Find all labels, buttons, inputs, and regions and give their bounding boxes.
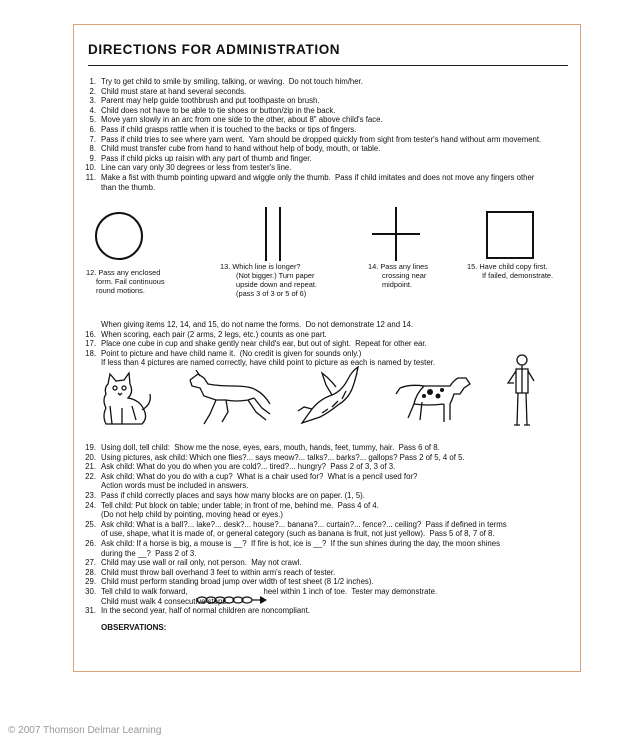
- item-number: 10.: [85, 163, 96, 173]
- item-text: Ask child: What is a ball?... lake?... desk?... house?... banana?... curtain?... fence?... ceiling? Pass if defined in terms: [101, 519, 507, 529]
- item-text: Child must walk 4 consecutive steps.: [101, 596, 229, 606]
- item-number: 25.: [85, 519, 96, 529]
- item-text: Point to picture and have child name it. (No credit is given for sounds only.): [101, 348, 362, 358]
- direction-item: [82, 501, 572, 511]
- direction-item: [82, 453, 572, 463]
- item-number: 19.: [85, 443, 96, 452]
- item-text: Child does not have to be able to tie shoes or button/zip in the back.: [101, 105, 336, 115]
- direction-item: [82, 144, 572, 154]
- document-sheet: [73, 24, 581, 672]
- item-number: 7.: [89, 134, 96, 144]
- direction-item: [82, 491, 572, 501]
- item-number: 28.: [85, 567, 96, 577]
- item-text: Tell child: Put block on table; under table; in front of me, behind me. Pass 4 of 4.: [101, 500, 379, 510]
- item-text: Child may use wall or rail only, not person. May not crawl.: [101, 558, 302, 568]
- item-text: during the __? Pass 2 of 3.: [101, 548, 197, 558]
- caption-12: 12. Pass any enclosed form. Fail continuous round motions.: [86, 268, 165, 295]
- direction-item: [82, 135, 572, 145]
- caption-13: 13. Which line is longer? (Not bigger.) Turn paper upside down and repeat. (pass 3 of 3 or 5 of 6): [220, 262, 317, 298]
- item-number: 17.: [85, 339, 96, 349]
- item-number: [82, 549, 96, 559]
- item-number: 26.: [85, 538, 96, 548]
- direction-item: [82, 154, 572, 164]
- item-number: [82, 481, 96, 491]
- direction-item: [82, 77, 572, 87]
- cross-figure: [370, 205, 422, 263]
- caption-14: 14. Pass any lines crossing near midpoint.: [368, 262, 428, 289]
- direction-item: [82, 606, 572, 616]
- direction-item: [82, 125, 572, 135]
- item-text: Child must perform standing broad jump over width of test sheet (8 1/2 inches).: [101, 577, 374, 587]
- direction-item: [82, 577, 572, 587]
- item-text: Using doll, tell child: Show me the nose, eyes, ears, mouth, hands, feet, tummy, hair. Pass 6 of 8.: [101, 443, 440, 452]
- directions-list-1: [82, 77, 572, 192]
- item-number: 24.: [85, 500, 96, 510]
- dog-drawing-icon: [394, 370, 474, 428]
- item-number: 6.: [89, 124, 96, 134]
- direction-item: [82, 568, 572, 578]
- observations-label: OBSERVATIONS:: [101, 623, 167, 632]
- item-text: (Do not help child by pointing, moving head or eyes.): [101, 510, 284, 520]
- item-number: 8.: [89, 144, 96, 154]
- direction-item: [82, 481, 572, 491]
- item-text: Ask child: What do you do when you are cold?... tired?... hungry? Pass 2 of 3, 3 of 3.: [101, 462, 396, 472]
- heel-toe-chain-icon: [196, 595, 268, 605]
- item-number: 2.: [89, 86, 96, 96]
- item-text: than the thumb.: [101, 182, 156, 192]
- item-text: Pass if child grasps rattle when it is touched to the backs or tips of fingers.: [101, 124, 357, 134]
- directions-list-2: [82, 320, 572, 368]
- item-number: 22.: [85, 471, 96, 481]
- caption-15: 15. Have child copy first. If failed, demonstrate.: [467, 262, 554, 280]
- item-number: [82, 183, 96, 193]
- direction-item: [82, 520, 572, 530]
- item-text: Pass if child picks up raisin with any part of thumb and finger.: [101, 153, 312, 163]
- item-number: [82, 320, 96, 330]
- item-text: Make a fist with thumb pointing upward and wiggle only the thumb. Pass if child imitates and does not move any fingers other: [101, 172, 535, 182]
- item-number: [82, 510, 96, 520]
- direction-item: [82, 106, 572, 116]
- item-number: [82, 358, 96, 368]
- item-number: [82, 597, 96, 607]
- square-figure: [484, 209, 536, 261]
- item-number: 18.: [85, 348, 96, 358]
- direction-item: [82, 320, 572, 330]
- direction-item: [82, 163, 572, 173]
- direction-item: [82, 462, 572, 472]
- item-number: 4.: [89, 105, 96, 115]
- direction-item: [82, 173, 572, 183]
- circle-figure: [94, 210, 144, 262]
- item-text: Try to get child to smile by smiling, talking, or waving. Do not touch him/her.: [101, 77, 363, 86]
- item-text: Tell child to walk forward, heel within 1 inch of toe. Tester may demonstrate.: [101, 586, 438, 596]
- item-text: Using pictures, ask child: Which one flies?... says meow?... talks?... barks?... gallops? Pass 2 of 5, 4 of 5.: [101, 452, 465, 462]
- direction-item: [82, 339, 572, 349]
- item-number: 21.: [85, 462, 96, 472]
- two-lines-figure: [254, 203, 294, 265]
- direction-item: [82, 472, 572, 482]
- page-title: DIRECTIONS FOR ADMINISTRATION: [88, 42, 341, 57]
- item-text: In the second year, half of normal children are noncompliant.: [101, 606, 310, 616]
- item-number: 5.: [89, 115, 96, 125]
- direction-item: [82, 587, 572, 597]
- direction-item: [82, 96, 572, 106]
- item-number: 30.: [85, 586, 96, 596]
- item-text: Ask child: If a horse is big, a mouse is __? If fire is hot, ice is __? If the sun shines during the day, the moon shines: [101, 538, 501, 548]
- direction-item: [82, 558, 572, 568]
- direction-item: [82, 115, 572, 125]
- direction-item: [82, 529, 572, 539]
- item-text: When giving items 12, 14, and 15, do not name the forms. Do not demonstrate 12 and 14.: [101, 320, 414, 329]
- bird-drawing-icon: [292, 365, 362, 429]
- item-number: 1.: [89, 77, 96, 86]
- item-text: Pass if child correctly places and says how many blocks are on paper. (1, 5).: [101, 490, 365, 500]
- item-number: 16.: [85, 329, 96, 339]
- title-rule: [88, 65, 568, 66]
- item-text: Pass if child tries to see where yarn went. Yarn should be dropped quickly from sight from tester's hand without arm movement.: [101, 134, 542, 144]
- direction-item: [82, 183, 572, 193]
- item-number: [82, 529, 96, 539]
- item-text: Child must transfer cube from hand to hand without help of body, mouth, or table.: [101, 144, 381, 154]
- item-text: Parent may help guide toothbrush and put toothpaste on brush.: [101, 96, 320, 106]
- item-number: 3.: [89, 96, 96, 106]
- direction-item: [82, 330, 572, 340]
- item-number: 27.: [85, 558, 96, 568]
- directions-list-3: [82, 443, 572, 616]
- direction-item: [82, 549, 572, 559]
- item-text: If less than 4 pictures are named correctly, have child point to picture as each is named by tester.: [101, 358, 435, 368]
- direction-item: [82, 597, 572, 607]
- copyright-text: © 2007 Thomson Delmar Learning: [8, 725, 162, 736]
- item-text: of use, shape, what it is made of, or general category (such as banana is fruit, not just yellow). Pass 5 of 8, 7 of 8.: [101, 529, 495, 539]
- item-number: 23.: [85, 490, 96, 500]
- item-text: Line can vary only 30 degrees or less from tester's line.: [101, 163, 292, 173]
- direction-item: [82, 539, 572, 549]
- item-text: Child must stare at hand several seconds.: [101, 86, 247, 96]
- item-number: 9.: [89, 153, 96, 163]
- direction-item: [82, 349, 572, 359]
- item-text: Place one cube in cup and shake gently near child's ear, but out of sight. Repeat for other ear.: [101, 339, 427, 349]
- direction-item: [82, 87, 572, 97]
- item-text: Ask child: What do you do with a cup? What is a chair used for? What is a pencil used for?: [101, 471, 418, 481]
- horse-drawing-icon: [182, 370, 276, 428]
- man-drawing-icon: [504, 353, 538, 429]
- item-number: 31.: [85, 606, 96, 616]
- item-text: Move yarn slowly in an arc from one side to the other, about 8" above child's face.: [101, 115, 383, 125]
- item-number: 11.: [85, 172, 96, 182]
- item-text: Child must throw ball overhand 3 feet to within arm's reach of tester.: [101, 567, 336, 577]
- direction-item: [82, 443, 572, 453]
- item-text: When scoring, each pair (2 arms, 2 legs, etc.) counts as one part.: [101, 329, 327, 339]
- item-number: 29.: [85, 577, 96, 587]
- cat-drawing-icon: [96, 370, 154, 428]
- direction-item: [82, 510, 572, 520]
- item-text: Action words must be included in answers.: [101, 481, 249, 491]
- item-number: 20.: [85, 452, 96, 462]
